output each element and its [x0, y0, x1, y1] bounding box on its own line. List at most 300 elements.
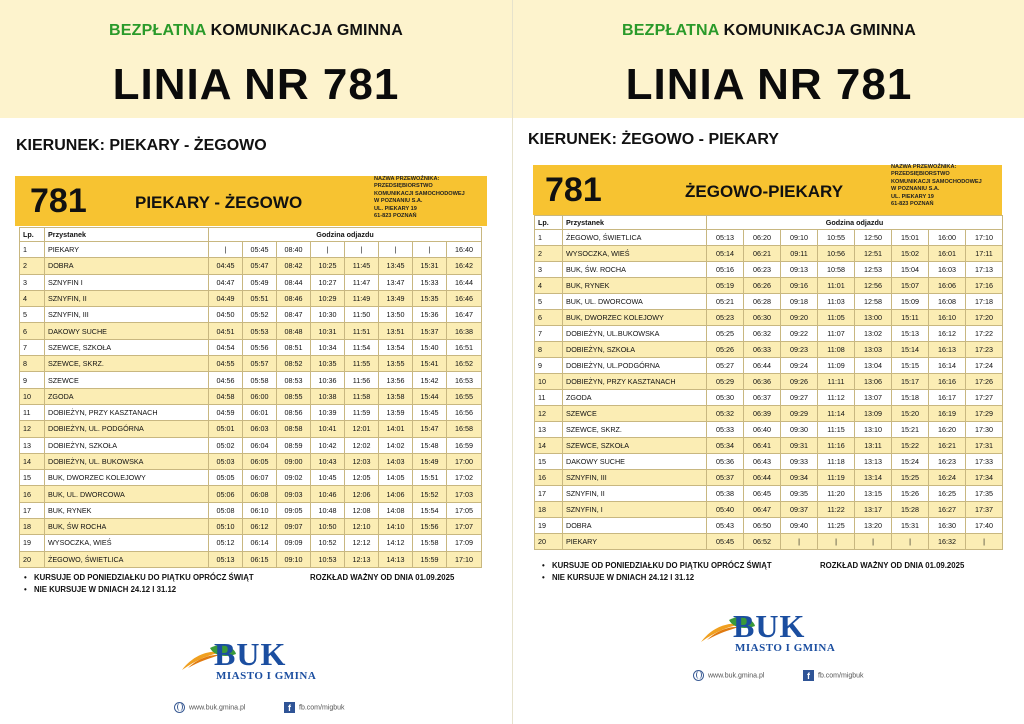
stop-name: SZNYFIN, II	[563, 486, 707, 502]
departure-time: 16:20	[929, 422, 966, 438]
departure-time: 09:22	[781, 326, 818, 342]
row-number: 17	[20, 502, 45, 518]
departure-time: 09:13	[781, 262, 818, 278]
departure-time: 08:56	[277, 404, 311, 420]
departure-time: 11:14	[818, 406, 855, 422]
departure-time: 13:20	[855, 518, 892, 534]
departure-time: 08:40	[277, 242, 311, 258]
departure-time: 04:59	[209, 404, 243, 420]
bullet-icon: •	[542, 561, 545, 570]
row-number: 17	[535, 486, 563, 502]
departure-time: 05:38	[707, 486, 744, 502]
row-number: 20	[535, 534, 563, 550]
departure-time: 10:34	[311, 339, 345, 355]
row-number: 2	[535, 246, 563, 262]
departure-time: 10:38	[311, 388, 345, 404]
stop-name: DOBIEŻYN, PRZY KASZTANACH	[563, 374, 707, 390]
departure-time: 16:32	[929, 534, 966, 550]
departure-time: 10:46	[311, 486, 345, 502]
departure-time: 09:40	[781, 518, 818, 534]
departure-time: 16:16	[929, 374, 966, 390]
timetable-row	[535, 262, 1003, 278]
departure-time: 15:44	[413, 388, 447, 404]
timetable-row	[535, 294, 1003, 310]
departure-time: 09:10	[277, 551, 311, 567]
stop-name: DOBIEŻYN, UL.PODGÓRNA	[563, 358, 707, 374]
col-header-lp: Lp.	[20, 228, 45, 242]
departure-time: 14:01	[379, 421, 413, 437]
timetable-row	[20, 274, 482, 290]
stop-name: ZGODA	[563, 390, 707, 406]
departure-time: 16:27	[929, 502, 966, 518]
departure-time: 15:33	[413, 274, 447, 290]
departure-time: 05:30	[707, 390, 744, 406]
departure-time: 13:04	[855, 358, 892, 374]
departure-time: 04:45	[209, 258, 243, 274]
row-number: 12	[20, 421, 45, 437]
departure-time: 14:10	[379, 519, 413, 535]
departure-time: 05:05	[209, 470, 243, 486]
departure-time: 13:09	[855, 406, 892, 422]
departure-time: 12:12	[345, 535, 379, 551]
departure-time: 16:58	[447, 421, 482, 437]
timetable-row	[20, 372, 482, 388]
departure-time: 15:51	[413, 470, 447, 486]
departure-time: 05:45	[707, 534, 744, 550]
departure-time: 15:26	[892, 486, 929, 502]
departure-time: 11:49	[345, 290, 379, 306]
departure-time: 15:37	[413, 323, 447, 339]
departure-time: 11:55	[345, 356, 379, 372]
departure-time: 12:51	[855, 246, 892, 262]
departure-time: 10:48	[311, 502, 345, 518]
timetable-row	[20, 551, 482, 567]
timetable-page-zegowo-piekary	[512, 0, 1024, 724]
departure-time: 12:08	[345, 502, 379, 518]
departure-time: 08:59	[277, 437, 311, 453]
departure-time: 15:24	[892, 454, 929, 470]
departure-time: 06:41	[744, 438, 781, 454]
timetable-row	[535, 486, 1003, 502]
logo-name: BUK	[214, 636, 287, 672]
timetable-row	[20, 470, 482, 486]
departure-time: 17:07	[447, 519, 482, 535]
stop-name: SZNYFIN, III	[45, 307, 209, 323]
departure-time: 16:14	[929, 358, 966, 374]
valid-from-note: ROZKŁAD WAŻNY OD DNIA 01.09.2025	[820, 561, 965, 570]
stop-name: BUK, RYNEK	[563, 278, 707, 294]
departure-time: 16:38	[447, 323, 482, 339]
departure-time: 04:56	[209, 372, 243, 388]
stop-name: SZNYFIN I	[45, 274, 209, 290]
line-title: LINIA NR 781	[625, 60, 913, 109]
timetable-row	[535, 406, 1003, 422]
departure-time: 10:35	[311, 356, 345, 372]
departure-time: 14:06	[379, 486, 413, 502]
departure-time: 11:54	[345, 339, 379, 355]
departure-time: 15:31	[892, 518, 929, 534]
bullet-icon: •	[542, 573, 545, 582]
departure-time: 11:01	[818, 278, 855, 294]
departure-time: 15:25	[892, 470, 929, 486]
weekdays-note: KURSUJE OD PONIEDZIAŁKU DO PIĄTKU OPRÓCZ ŚWIĄT	[552, 561, 772, 570]
departure-time: 13:07	[855, 390, 892, 406]
website-link[interactable]: www.buk.gmina.pl	[189, 704, 246, 712]
row-number: 6	[535, 310, 563, 326]
departure-time: 17:35	[966, 486, 1003, 502]
departure-time: 13:15	[855, 486, 892, 502]
departure-time: 16:55	[447, 388, 482, 404]
facebook-link[interactable]: fb.com/migbuk	[299, 704, 345, 712]
departure-time: 08:44	[277, 274, 311, 290]
row-number: 9	[535, 358, 563, 374]
departure-time: 13:55	[379, 356, 413, 372]
logo-subtitle: MIASTO I GMINA	[216, 670, 317, 682]
departure-time: 09:27	[781, 390, 818, 406]
departure-time: 11:12	[818, 390, 855, 406]
departure-time: 14:08	[379, 502, 413, 518]
departure-time: 17:31	[966, 438, 1003, 454]
timetable-row	[20, 307, 482, 323]
row-number: 5	[20, 307, 45, 323]
departure-time: 05:21	[707, 294, 744, 310]
stop-name: DOBRA	[563, 518, 707, 534]
departure-time: 10:43	[311, 453, 345, 469]
stop-name: SZEWCE, SKRZ.	[563, 422, 707, 438]
row-number: 12	[535, 406, 563, 422]
departure-time: 15:28	[892, 502, 929, 518]
departure-time: 08:53	[277, 372, 311, 388]
departure-time: 09:02	[277, 470, 311, 486]
departure-time: 11:16	[818, 438, 855, 454]
departure-time: 09:11	[781, 246, 818, 262]
timetable-row	[20, 519, 482, 535]
row-number: 20	[20, 551, 45, 567]
departure-time: 10:27	[311, 274, 345, 290]
departure-time: 15:31	[413, 258, 447, 274]
departure-time: 13:13	[855, 454, 892, 470]
departure-time: 17:00	[447, 453, 482, 469]
departure-time: 05:52	[243, 307, 277, 323]
departure-time: 09:23	[781, 342, 818, 358]
buk-logo	[699, 608, 859, 660]
departure-time: 10:36	[311, 372, 345, 388]
timetable-row	[20, 356, 482, 372]
departure-time: 06:28	[744, 294, 781, 310]
col-header-stop: Przystanek	[563, 216, 707, 230]
departure-time: 16:03	[929, 262, 966, 278]
row-number: 10	[20, 388, 45, 404]
departure-time: 17:05	[447, 502, 482, 518]
timetable-row	[20, 437, 482, 453]
departure-time: 09:10	[781, 230, 818, 246]
departure-time: 10:58	[818, 262, 855, 278]
departure-time: 16:23	[929, 454, 966, 470]
stop-name: DOBIEŻYN, SZKOŁA	[45, 437, 209, 453]
departure-time: |	[379, 242, 413, 258]
timetable-row	[535, 422, 1003, 438]
departure-time: 13:58	[379, 388, 413, 404]
departure-time: 16:19	[929, 406, 966, 422]
row-number: 19	[535, 518, 563, 534]
departure-time: 11:56	[345, 372, 379, 388]
departure-time: 15:45	[413, 404, 447, 420]
departure-time: 17:22	[966, 326, 1003, 342]
departure-time: 14:02	[379, 437, 413, 453]
departure-time: 16:40	[447, 242, 482, 258]
departure-time: 04:55	[209, 356, 243, 372]
departure-time: 05:25	[707, 326, 744, 342]
facebook-link[interactable]: fb.com/migbuk	[818, 672, 864, 680]
departure-time: 06:32	[744, 326, 781, 342]
departure-time: 12:05	[345, 470, 379, 486]
departure-time: 15:36	[413, 307, 447, 323]
stop-name: SZEWCE, SZKOŁA	[563, 438, 707, 454]
stop-name: DAKOWY SUCHE	[563, 454, 707, 470]
departure-time: 05:43	[707, 518, 744, 534]
stop-name: WYSOCZKA, WIEŚ	[45, 535, 209, 551]
departure-time: 08:42	[277, 258, 311, 274]
departure-time: 13:03	[855, 342, 892, 358]
free-transport-subtitle: BEZPŁATNA KOMUNIKACJA GMINNA	[622, 22, 916, 39]
timetable-row	[535, 470, 1003, 486]
departure-time: 06:30	[744, 310, 781, 326]
departure-time: 06:50	[744, 518, 781, 534]
departure-time: 11:19	[818, 470, 855, 486]
stop-name: SZEWCE	[563, 406, 707, 422]
direction-label: KIERUNEK: PIEKARY - ŻEGOWO	[16, 137, 267, 154]
departure-time: 06:43	[744, 454, 781, 470]
stop-name: ŻEGOWO, ŚWIETLICA	[563, 230, 707, 246]
stop-name: BUK, RYNEK	[45, 502, 209, 518]
departure-time: 13:54	[379, 339, 413, 355]
departure-time: 16:10	[929, 310, 966, 326]
globe-icon	[174, 702, 185, 713]
row-number: 13	[535, 422, 563, 438]
departure-time: 11:09	[818, 358, 855, 374]
departure-time: 17:09	[447, 535, 482, 551]
departure-time: 09:05	[277, 502, 311, 518]
stop-name: DOBIEŻYN, UL. PODGÓRNA	[45, 421, 209, 437]
departure-time: 09:24	[781, 358, 818, 374]
departure-time: 04:49	[209, 290, 243, 306]
departure-time: 15:01	[892, 230, 929, 246]
departure-time: 06:39	[744, 406, 781, 422]
departure-time: 05:51	[243, 290, 277, 306]
departure-time: 05:06	[209, 486, 243, 502]
departure-time: 17:26	[966, 374, 1003, 390]
logo-subtitle: MIASTO I GMINA	[735, 642, 836, 654]
departure-time: 14:03	[379, 453, 413, 469]
departure-time: 16:56	[447, 404, 482, 420]
timetable-row	[20, 486, 482, 502]
row-number: 7	[535, 326, 563, 342]
facebook-icon: f	[284, 702, 295, 713]
departure-time: 08:47	[277, 307, 311, 323]
departure-time: 10:53	[311, 551, 345, 567]
departure-time: 09:29	[781, 406, 818, 422]
departure-time: 15:47	[413, 421, 447, 437]
departure-time: 17:18	[966, 294, 1003, 310]
departure-time: 15:40	[413, 339, 447, 355]
row-number: 8	[20, 356, 45, 372]
timetable-row	[20, 242, 482, 258]
departure-time: 13:45	[379, 258, 413, 274]
departure-time: 10:50	[311, 519, 345, 535]
departure-time: 10:29	[311, 290, 345, 306]
row-number: 10	[535, 374, 563, 390]
departure-time: 09:20	[781, 310, 818, 326]
departure-time: 04:50	[209, 307, 243, 323]
departure-time: 06:44	[744, 470, 781, 486]
departure-time: 05:49	[243, 274, 277, 290]
departure-time: 10:41	[311, 421, 345, 437]
departure-time: |	[209, 242, 243, 258]
departure-time: 13:02	[855, 326, 892, 342]
col-header-lp: Lp.	[535, 216, 563, 230]
website-link[interactable]: www.buk.gmina.pl	[708, 672, 765, 680]
departure-time: 17:11	[966, 246, 1003, 262]
departure-time: 09:30	[781, 422, 818, 438]
departure-time: 05:36	[707, 454, 744, 470]
departure-time: 11:18	[818, 454, 855, 470]
row-number: 16	[535, 470, 563, 486]
row-number: 11	[535, 390, 563, 406]
departure-time: 11:58	[345, 388, 379, 404]
departure-time: 05:40	[707, 502, 744, 518]
departure-time: 16:59	[447, 437, 482, 453]
departure-time: 17:40	[966, 518, 1003, 534]
departure-time: 15:48	[413, 437, 447, 453]
departure-time: 04:51	[209, 323, 243, 339]
stop-name: ZGODA	[45, 388, 209, 404]
departure-time: 15:58	[413, 535, 447, 551]
departure-time: 05:33	[707, 422, 744, 438]
departure-time: 06:15	[243, 551, 277, 567]
departure-time: 13:51	[379, 323, 413, 339]
valid-from-note: ROZKŁAD WAŻNY OD DNIA 01.09.2025	[310, 573, 455, 582]
departure-time: 15:18	[892, 390, 929, 406]
departure-time: 05:19	[707, 278, 744, 294]
row-number: 14	[20, 453, 45, 469]
departure-time: 05:08	[209, 502, 243, 518]
row-number: 2	[20, 258, 45, 274]
departure-time: 11:22	[818, 502, 855, 518]
departure-time: 16:46	[447, 290, 482, 306]
departure-time: 15:20	[892, 406, 929, 422]
departure-time: 12:13	[345, 551, 379, 567]
stop-name: WYSOCZKA, WIEŚ	[563, 246, 707, 262]
departure-time: 11:51	[345, 323, 379, 339]
departure-time: 17:29	[966, 406, 1003, 422]
timetable-row	[20, 404, 482, 420]
departure-time: 15:02	[892, 246, 929, 262]
departure-time: 05:16	[707, 262, 744, 278]
stop-name: SZNYFIN, II	[45, 290, 209, 306]
departure-time: 08:48	[277, 323, 311, 339]
departure-time: 09:16	[781, 278, 818, 294]
departure-time: 16:12	[929, 326, 966, 342]
departure-time: 05:10	[209, 519, 243, 535]
departure-time: 15:42	[413, 372, 447, 388]
departure-time: 15:54	[413, 502, 447, 518]
col-header-times: Godzina odjazdu	[209, 228, 482, 242]
stop-name: PIEKARY	[563, 534, 707, 550]
departure-time: 17:16	[966, 278, 1003, 294]
timetable-row	[535, 230, 1003, 246]
departure-time: 06:01	[243, 404, 277, 420]
departure-time: 11:50	[345, 307, 379, 323]
row-number: 3	[20, 274, 45, 290]
stop-name: SZEWCE, SKRZ.	[45, 356, 209, 372]
row-number: 16	[20, 486, 45, 502]
departure-time: 17:10	[447, 551, 482, 567]
departure-time: |	[892, 534, 929, 550]
departure-time: 16:17	[929, 390, 966, 406]
departure-time: 08:46	[277, 290, 311, 306]
timetable	[19, 227, 482, 568]
departure-time: 05:14	[707, 246, 744, 262]
timetable-row	[20, 421, 482, 437]
departure-time: 11:11	[818, 374, 855, 390]
departure-time: |	[413, 242, 447, 258]
stop-name: BUK, UL. DWORCOWA	[45, 486, 209, 502]
departure-time: 16:01	[929, 246, 966, 262]
departure-time: 06:12	[243, 519, 277, 535]
departure-time: 11:05	[818, 310, 855, 326]
timetable-row	[20, 339, 482, 355]
departure-time: 15:56	[413, 519, 447, 535]
departure-time: 06:07	[243, 470, 277, 486]
departure-time: 15:59	[413, 551, 447, 567]
departure-time: 06:47	[744, 502, 781, 518]
departure-time: 05:02	[209, 437, 243, 453]
departure-time: 17:20	[966, 310, 1003, 326]
timetable-row	[535, 534, 1003, 550]
departure-time: 13:11	[855, 438, 892, 454]
stop-name: PIEKARY	[45, 242, 209, 258]
row-number: 14	[535, 438, 563, 454]
departure-time: 16:44	[447, 274, 482, 290]
departure-time: 08:52	[277, 356, 311, 372]
stop-name: DOBIEŻYN, SZKOŁA	[563, 342, 707, 358]
departure-time: 11:20	[818, 486, 855, 502]
departure-time: 08:51	[277, 339, 311, 355]
departure-time: 10:42	[311, 437, 345, 453]
departure-time: 17:24	[966, 358, 1003, 374]
departure-time: 09:07	[277, 519, 311, 535]
departure-time: 13:56	[379, 372, 413, 388]
departure-time: 15:11	[892, 310, 929, 326]
departure-time: 16:53	[447, 372, 482, 388]
buk-logo	[180, 636, 340, 688]
departure-time: 05:57	[243, 356, 277, 372]
departure-time: 10:39	[311, 404, 345, 420]
departure-time: |	[818, 534, 855, 550]
departure-time: 17:30	[966, 422, 1003, 438]
departure-time: 06:33	[744, 342, 781, 358]
timetable-row	[20, 535, 482, 551]
timetable-row	[20, 323, 482, 339]
departure-time: 05:45	[243, 242, 277, 258]
departure-time: 05:34	[707, 438, 744, 454]
weekdays-note: KURSUJE OD PONIEDZIAŁKU DO PIĄTKU OPRÓCZ ŚWIĄT	[34, 573, 254, 582]
footer-links	[693, 670, 893, 682]
departure-time: 12:02	[345, 437, 379, 453]
footer-links	[174, 702, 374, 714]
departure-time: 06:36	[744, 374, 781, 390]
row-number: 15	[535, 454, 563, 470]
